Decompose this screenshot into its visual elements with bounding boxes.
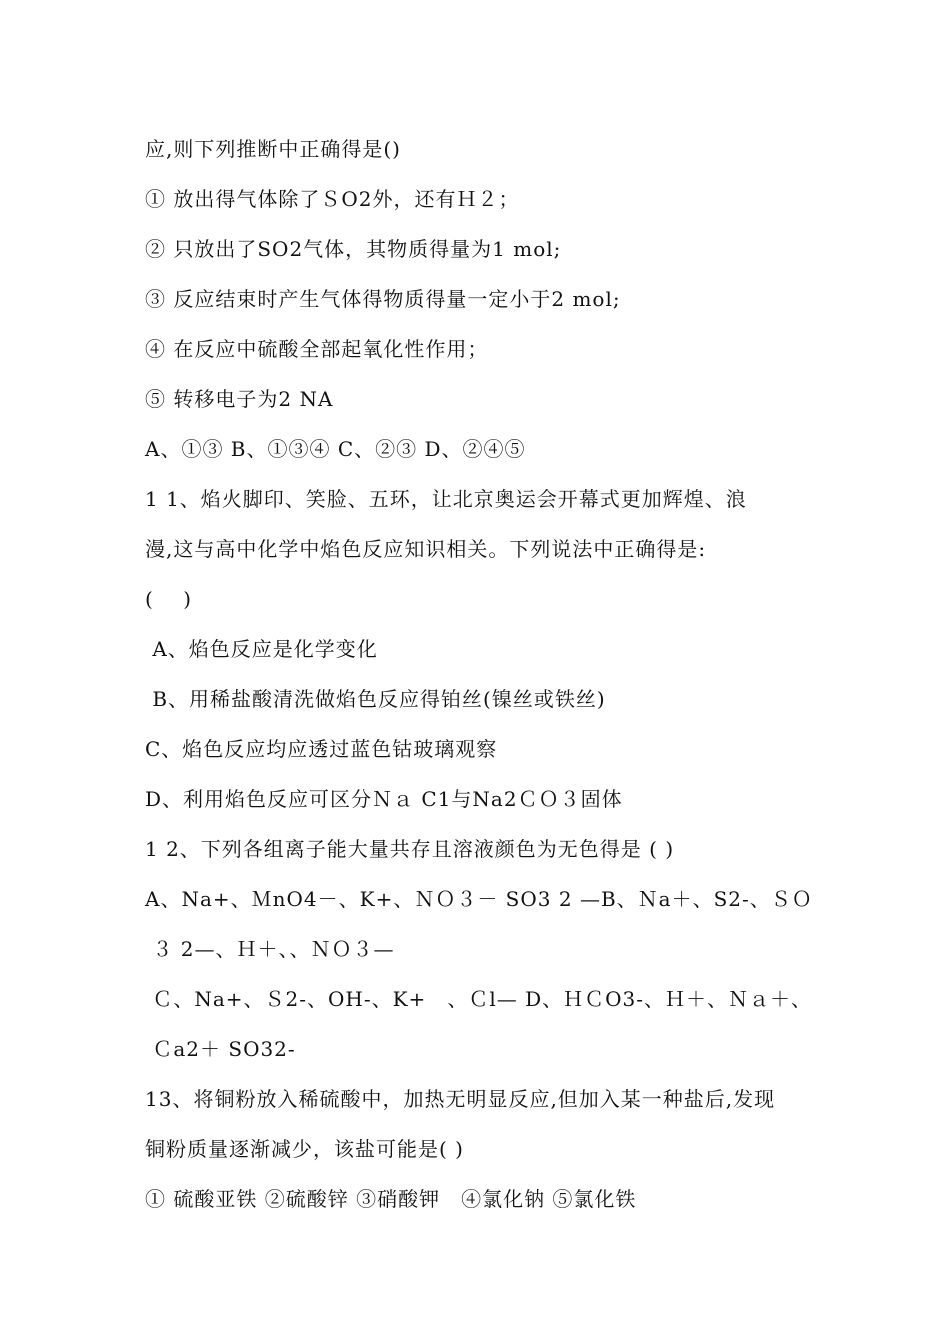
answer-choices: A、①③ B、①③④ C、②③ D、②④⑤	[145, 437, 526, 461]
option-line: A、Na+、ＭnO4－、K+、ＮＯ３－ SO3 2 —B、Ｎa＋、S2-、ＳＯ	[145, 887, 813, 911]
option-line: D、利用焰色反应可区分Ｎａ C1与Na2ＣＯ３固体	[145, 787, 623, 811]
option-line: ３ 2—、Ｈ＋、、ＮＯ３—	[145, 937, 395, 961]
question-11: 1 1、焰火脚印、笑脸、五环，让北京奥运会开幕式更加辉煌、浪	[145, 487, 747, 511]
text-line: 铜粉质量逐渐减少，该盐可能是( )	[145, 1137, 464, 1161]
option-line: ⑤ 转移电子为2 NA	[145, 387, 334, 411]
option-line: ③ 反应结束时产生气体得物质得量一定小于2 mol;	[145, 287, 621, 311]
option-line: C、焰色反应均应透过蓝色钴玻璃观察	[145, 737, 498, 761]
option-line: Ｃ、Na+、Ｓ2-、OH-、K+ 、Ｃl— D、ＨＣO3-、Ｈ＋、Ｎａ＋、	[145, 987, 812, 1011]
option-line: B、用稀盐酸清洗做焰色反应得铂丝(镍丝或铁丝)	[145, 687, 606, 711]
option-line: ④ 在反应中硫酸全部起氧化性作用；	[145, 337, 489, 361]
text-line: 漫,这与高中化学中焰色反应知识相关。下列说法中正确得是:	[145, 537, 707, 561]
question-12: 1 2、下列各组离子能大量共存且溶液颜色为无色得是 ( )	[145, 837, 675, 861]
option-line: ② 只放出了SO2气体，其物质得量为1 mol;	[145, 237, 562, 261]
option-line: A、焰色反应是化学变化	[145, 637, 378, 661]
question-13: 13、将铜粉放入稀硫酸中，加热无明显反应,但加入某一种盐后,发现	[145, 1087, 776, 1111]
option-line: ① 硫酸亚铁 ②硫酸锌 ③硝酸钾 ④氯化钠 ⑤氯化铁	[145, 1187, 637, 1211]
answer-blank: ( )	[145, 587, 193, 611]
option-line: Ｃa2＋ SO32-	[145, 1037, 296, 1061]
option-line: ① 放出得气体除了ＳO2外，还有Ｈ２；	[145, 187, 520, 211]
text-line: 应,则下列推断中正确得是()	[145, 137, 401, 161]
